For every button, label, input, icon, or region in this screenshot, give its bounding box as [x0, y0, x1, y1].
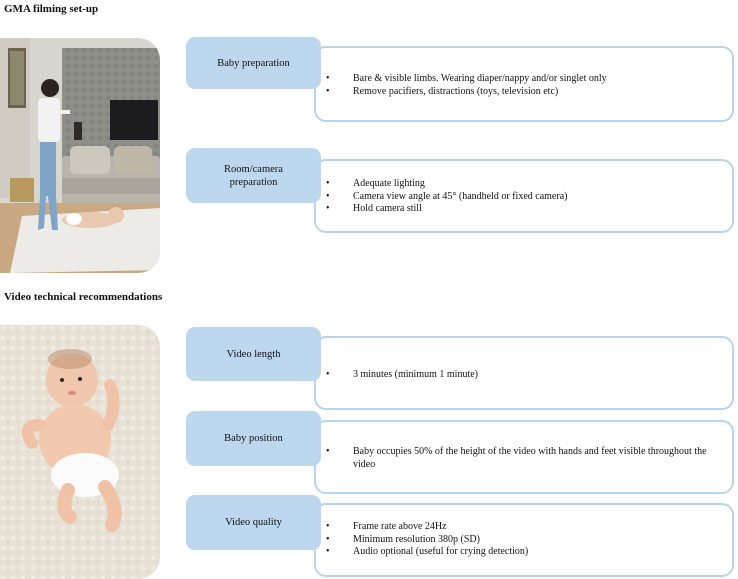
video-quality-label: Video quality [186, 495, 321, 550]
baby-preparation-bullets [326, 73, 720, 98]
list-item: • Audio optional (useful for crying detection) [326, 546, 720, 559]
list-item: • Hold camera still [326, 203, 720, 216]
mother-filming-baby-photo [0, 38, 160, 273]
video-length-detail-box [314, 336, 734, 410]
video-quality-bullets [326, 521, 720, 559]
baby-preparation-label: Baby preparation [186, 37, 321, 89]
baby-on-blanket-photo [0, 325, 160, 579]
video-quality-detail-box [314, 503, 734, 577]
list-item: • Frame rate above 24Hz [326, 521, 720, 534]
section-title-video-recommendations: Video technical recommendations [4, 291, 163, 303]
room-camera-preparation-bullets [326, 178, 720, 216]
baby-position-detail-box [314, 420, 734, 494]
room-camera-preparation-detail-box [314, 159, 734, 233]
list-item: • Baby occupies 50% of the height of the video with hands and feet visible throughout the video [326, 446, 720, 471]
video-length-label: Video length [186, 327, 321, 381]
baby-preparation-detail-box [314, 46, 734, 122]
list-item: • Bare & visible limbs. Wearing diaper/nappy and/or singlet only [326, 73, 720, 86]
room-camera-preparation-label: Room/camera preparation [186, 148, 321, 203]
list-item: • Camera view angle at 45° (handheld or fixed camera) [326, 191, 720, 204]
video-length-bullets [326, 369, 720, 382]
baby-position-bullets [326, 446, 720, 471]
list-item: • 3 minutes (minimum 1 minute) [326, 369, 720, 382]
baby-position-label: Baby position [186, 411, 321, 466]
list-item: • Remove pacifiers, distractions (toys, television etc) [326, 86, 720, 99]
list-item: • Adequate lighting [326, 178, 720, 191]
list-item: • Minimum resolution 380p (SD) [326, 534, 720, 547]
section-title-filming-setup: GMA filming set-up [4, 3, 99, 15]
